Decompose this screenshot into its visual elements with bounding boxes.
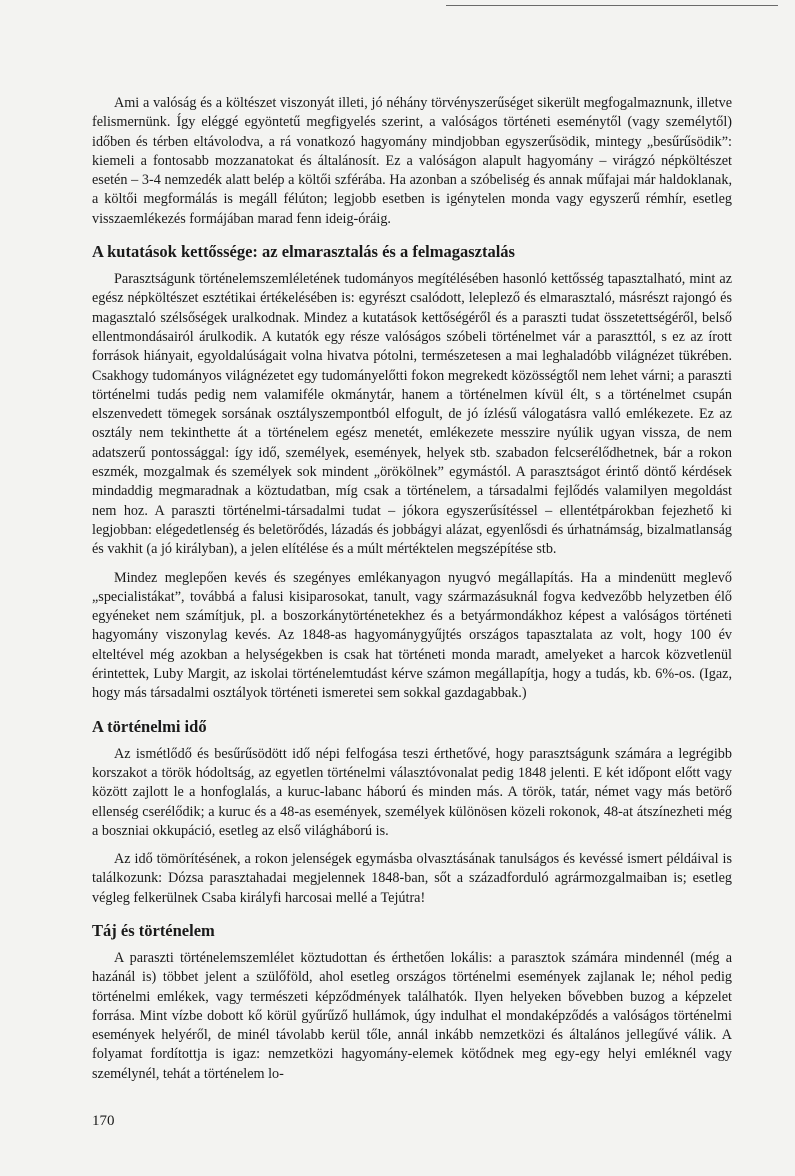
page-number: 170 (92, 1113, 115, 1129)
page-body (92, 94, 732, 1084)
paragraph-kettosseg-2: Mindez meglepően kevés és szegényes emlékanyagon nyugvó megállapítás. Ha a mindenütt meglevő „specialistákat”, továbbá a falusi kisiparosokat, tanult, vagy származásuknál fogva kedvezőbb helyzetben élő egyéneket nem számítjuk, pl. a boszorkánytörténetekhez és a betyármondákhoz képest a valóságos történeti hagyomány viszonylag kevés. Az 1848-as hagyománygyűjtés országos tapasztalata az volt, hogy 100 év elteltével még azokban a helységekben is csak hat történeti monda maradt, amelyeket a harcok közvetlenül érintettek, Luby Margit, az iskolai történelemtudást kérve számon megállapítja, hogy a tudás, kb. 6%-os. (Igaz, hogy más társadalmi osztályok történeti ismeretei sem sokkal gazdagabbak.) (92, 569, 732, 702)
section-heading-taj: Táj és történelem (92, 920, 215, 940)
paragraph-ido-1: Az ismétlődő és besűrűsödött idő népi felfogása teszi érthetővé, hogy parasztságunk számára a legrégibb korszakot a török hódoltság, az egyetlen történelmi választóvonalat pedig 1848 jelenti. E két időpont előtt vagy között zajlott le a honfoglalás, a kuruc-labanc háború és minden más. A török, tatár, német vagy más betörő ellenség cserélődik; a kuruc és a 48-as események, személyek különösen közeli rokonok, 48-at átszínezheti még a boszniai okkupáció, esetleg az első világháború is. (92, 745, 732, 839)
paragraph-kettosseg-1: Parasztságunk történelemszemléletének tudományos megítélésében hasonló kettősség tapasztalható, mint az egész népköltészet esztétikai értékelésében is: egyrészt csalódott, leleplező és elmarasztaló, másrészt rajongó és magasztaló szélsőségek uralkodnak. Mindez a kutatások kettőségéről és a paraszti tudat összetettségéről, belső ellentmondásairól árulkodik. A kutatók egy része valóságos szóbeli történelmet vár a paraszttól, s ez az írott források hiányait, egyoldalúságait volna hivatva pótolni, természetesen a mai leghaladóbb világnézet tükrében. Csakhogy tudományos világnézetet egy tudományelőtti fokon megrekedt közösségtől nem lehet várni; a paraszti történelmi tudás pedig nem valamiféle okmánytár, hanem a történelmen kívül élt, s a történelmet csupán elszenvedett tömegek sorsának osztályszempontból elfogult, de jó ízlésű válogatásra valló emlékezete. Ez az osztály nem tekinthette át a történelem egész menetét, emlékezete messzire nyúlik ugyan vissza, de nem adatszerű pontossággal: így idő, személyek, események, helyek stb. szabadon felcserélődhetnek, bár a rokon eszmék, mozgalmak és személyek sok mindent „örökölnek” egymástól. A parasztságot érintő döntő kérdések mindaddig megmaradnak a köztudatban, míg csak a történelem, a társadalmi fejlődés valamilyen megoldást nem hoz. A paraszti történelmi-társadalmi tudat – jókora egyszerűsítéssel – ellentétpárokban fejezhető ki legjobban: elégedetlenség és beletörődés, lázadás és jobbágyi alázat, egyenlősdi és úrhatnámság, bizalmatlanság és vakhit (a jó királyban), a jelen elítélése és a múlt mértéktelen megszépítése stb. (92, 271, 732, 558)
section-heading-kettosseg: A kutatások kettőssége: az elmarasztalás és a felmagasztalás (92, 242, 515, 262)
section-heading-ido: A történelmi idő (92, 716, 207, 736)
header-rule (446, 5, 778, 6)
paragraph-ido-2: Az idő tömörítésének, a rokon jelenségek egymásba olvasztásának tanulságos és kevéssé ismert példáival is találkozunk: Dózsa parasztahadai megjelennek 1848-ban, sőt a századforduló agrármozgalmaiban is; esetleg végleg felkerülnek Csaba királyfi harcosai mellé a Tejútra! (92, 851, 732, 906)
paragraph-taj-1: A paraszti történelemszemlélet köztudottan és érthetően lokális: a parasztok számára mindennél (még a hazánál is) többet jelent a szülőföld, ahol esetleg országos történelmi események zajlanak le; néhol pedig történelmi emlékek, vagy természeti képződmények találhatók. Ilyen helyeken bővebben buzog a képzelet forrása. Mint vízbe dobott kő körül gyűrűző hullámok, úgy indulhat el mondaképződés a valóságos történelmi események helyéről, de minél távolabb kerül tőle, annál inkább nemzetközi és általános jellegűvé válik. A folyamat fordítottja is igaz: nemzetközi hagyomány-elemek kötődnek meg egy-egy helyi emléknél vagy személynél, tehát a történelem lo- (92, 949, 732, 1082)
paragraph-intro: Ami a valóság és a költészet viszonyát illeti, jó néhány törvényszerűséget sikerült megfogalmaznunk, illetve felismernünk. Így eléggé egyöntetű megfigyelés szerint, a valóságos történeti eseménytől (vagy személytől) időben és térben eltávolodva, a rá vonatkozó hagyomány mindjobban egyszerűsödik, mintegy „besűrűsödik”: kiemeli a fontosabb mozzanatokat és általánosít. Ez a valóságon alapult hagyomány – virágzó népköltészet esetén – 3-4 nemzedék alatt belép a költői szférába. Ha azonban a szóbeliség és annak műfajai már haldoklanak, a költői megformálás is megáll félúton; legjobb esetben is igénytelen monda vagy egyszerű rémhír, esetleg visszaemlékezés formájában marad fenn ideig-óráig. (92, 95, 732, 227)
